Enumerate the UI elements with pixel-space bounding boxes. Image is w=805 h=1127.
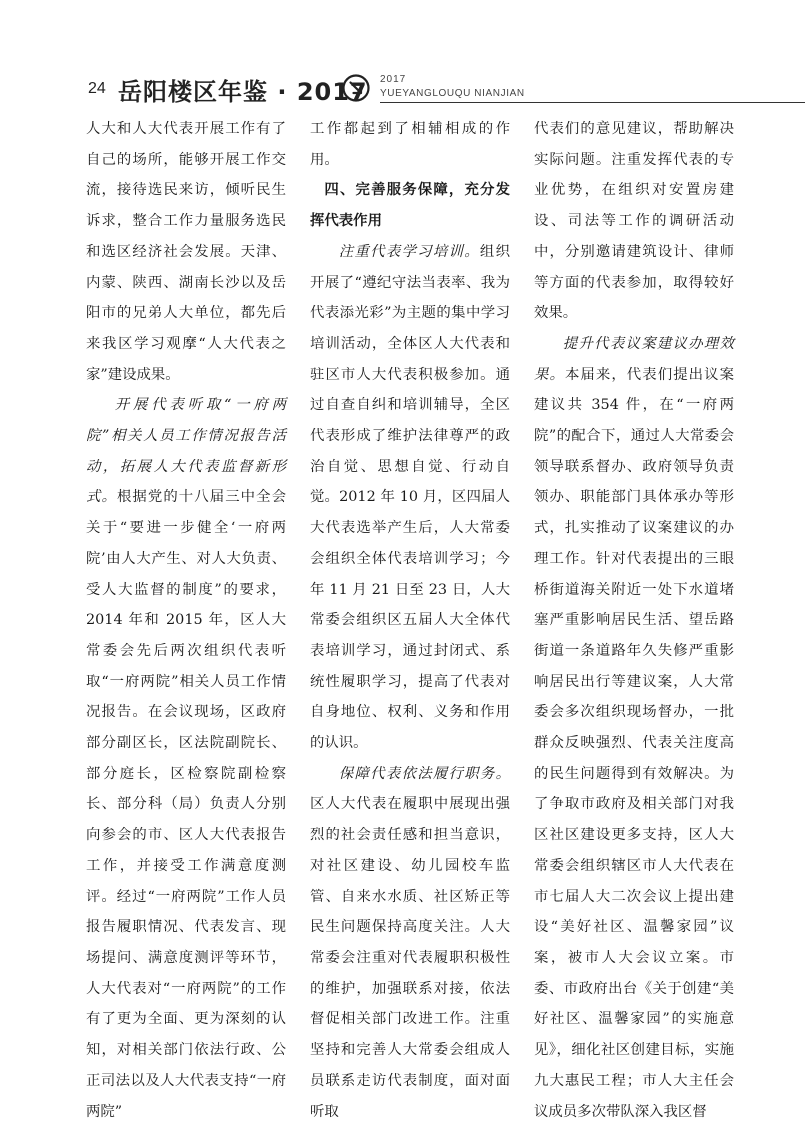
paragraph-body: 区人大代表在履职中展现出强烈的社会责任感和担当意识，对社区建设、幼儿园校车监管、自来水水质、社区矫正等民生问题保持高度关注。人大常委会注重对代表履职积极性的维护，加强联系对接，依法督促相关部门改进工作。注重坚持和完善人大常委会组成人员联系走访代表制度，面对面听取 <box>310 796 510 1120</box>
header-year: 2017 <box>380 74 407 85</box>
section-heading: 四、完善服务保障，充分发挥代表作用 <box>310 182 510 230</box>
book-title: 岳阳楼区年鉴 · 2017 <box>118 78 368 106</box>
page-number: 24 <box>88 80 106 97</box>
header-rule <box>380 102 805 103</box>
arrow-down-right-icon <box>341 73 371 103</box>
paragraph-body: 根据党的十八届三中全会关于“要进一步健全‘一府两院’由人大产生、对人大负责、受人大监督的制度”的要求，2014 年和 2015 年，区人大常委会先后两次组织代表听取“一府两院”相关人员工作情况报告。在会议现场，区政府部分副区长，区法院副院长、部分庭长，区检察院副检察长、部分科（局）负责人分别向参会的市、区人大代表报告工作，并接受工作满意度测评。经过“一府两院”工作人员报告履职情况、代表发言、现场提问、满意度测评等环节，人大代表对“一府两院”的工作有了更为全面、更为深刻的认知，对相关部门依法行政、公正司法以及人大代表支持“一府两院” <box>86 489 286 1120</box>
text-column-1 <box>86 114 286 1127</box>
paragraph-lead: 提升代表议案建议办理效果。 <box>534 335 734 383</box>
paragraph <box>310 237 510 759</box>
paragraph <box>86 390 286 1127</box>
paragraph-lead: 开展代表听取“一府两院”相关人员工作情况报告活动，拓展人大代表监督新形式。 <box>86 397 286 506</box>
paragraph: 工作都起到了相辅相成的作用。 <box>310 121 510 168</box>
paragraph <box>310 759 510 1127</box>
paragraph: 人大和人大代表开展工作有了自己的场所，能够开展工作交流，接待选民来访，倾听民生诉求，整合工作力量服务选民和选区经济社会发展。天津、内蒙、陕西、湖南长沙以及岳阳市的兄弟人大单位，都先后来我区学习观摩“人大代表之家”建设成果。 <box>86 121 286 383</box>
paragraph: 代表们的意见建议，帮助解决实际问题。注重发挥代表的专业优势，在组织对安置房建设、司法等工作的调研活动中，分别邀请建筑设计、律师等方面的代表参加，取得较好效果。 <box>534 121 734 322</box>
paragraph-body: 组织开展了“遵纪守法当表率、我为代表添光彩”为主题的集中学习培训活动，全体区人大代表和驻区市人大代表积极参加。通过自查自纠和培训辅导，全区代表形成了维护法律尊严的政治自觉、思想自觉、行动自觉。2012 年 10 月，区四届人大代表选举产生后，人大常委会组织全体代表培训学习；今年 11 月 21 日至 23 日，人大常委会组织区五届人大全体代表培训学习，通过封闭式、系统性履职学习，提高了代表对自身地位、权利、义务和作用的认识。 <box>310 243 510 752</box>
paragraph-lead: 注重代表学习培训。 <box>338 243 480 260</box>
text-column-3 <box>534 114 734 1127</box>
page-header <box>0 0 805 112</box>
paragraph-lead: 保障代表依法履行职务。 <box>338 765 510 782</box>
text-column-2 <box>310 114 510 1127</box>
header-pinyin: YUEYANGLOUQU NIANJIAN <box>380 88 525 99</box>
paragraph-body: 本届来，代表们提出议案建议共 354 件，在“一府两院”的配合下，通过人大常委会领导联系督办、政府领导负责领办、职能部门具体承办等形式，扎实推动了议案建议的办理工作。针对代表提出的三眼桥街道海关附近一处下水道堵塞严重影响居民生活、望岳路街道一条道路年久失修严重影响居民出行等建议案，人大常委会多次组织现场督办，一批群众反映强烈、代表关注度高的民生问题得到有效解决。为了争取市政府及相关部门对我区社区建设更多支持，区人大常委会组织辖区市人大代表在市七届人大二次会议上提出建设“美好社区、温馨家园”议案，被市人大会议立案。市委、市政府出台《关于创建“美好社区、温馨家园”的实施意见》，细化社区创建目标，实施九大惠民工程；市人大主任会议成员多次带队深入我区督 <box>534 366 734 1120</box>
paragraph <box>534 329 734 1127</box>
